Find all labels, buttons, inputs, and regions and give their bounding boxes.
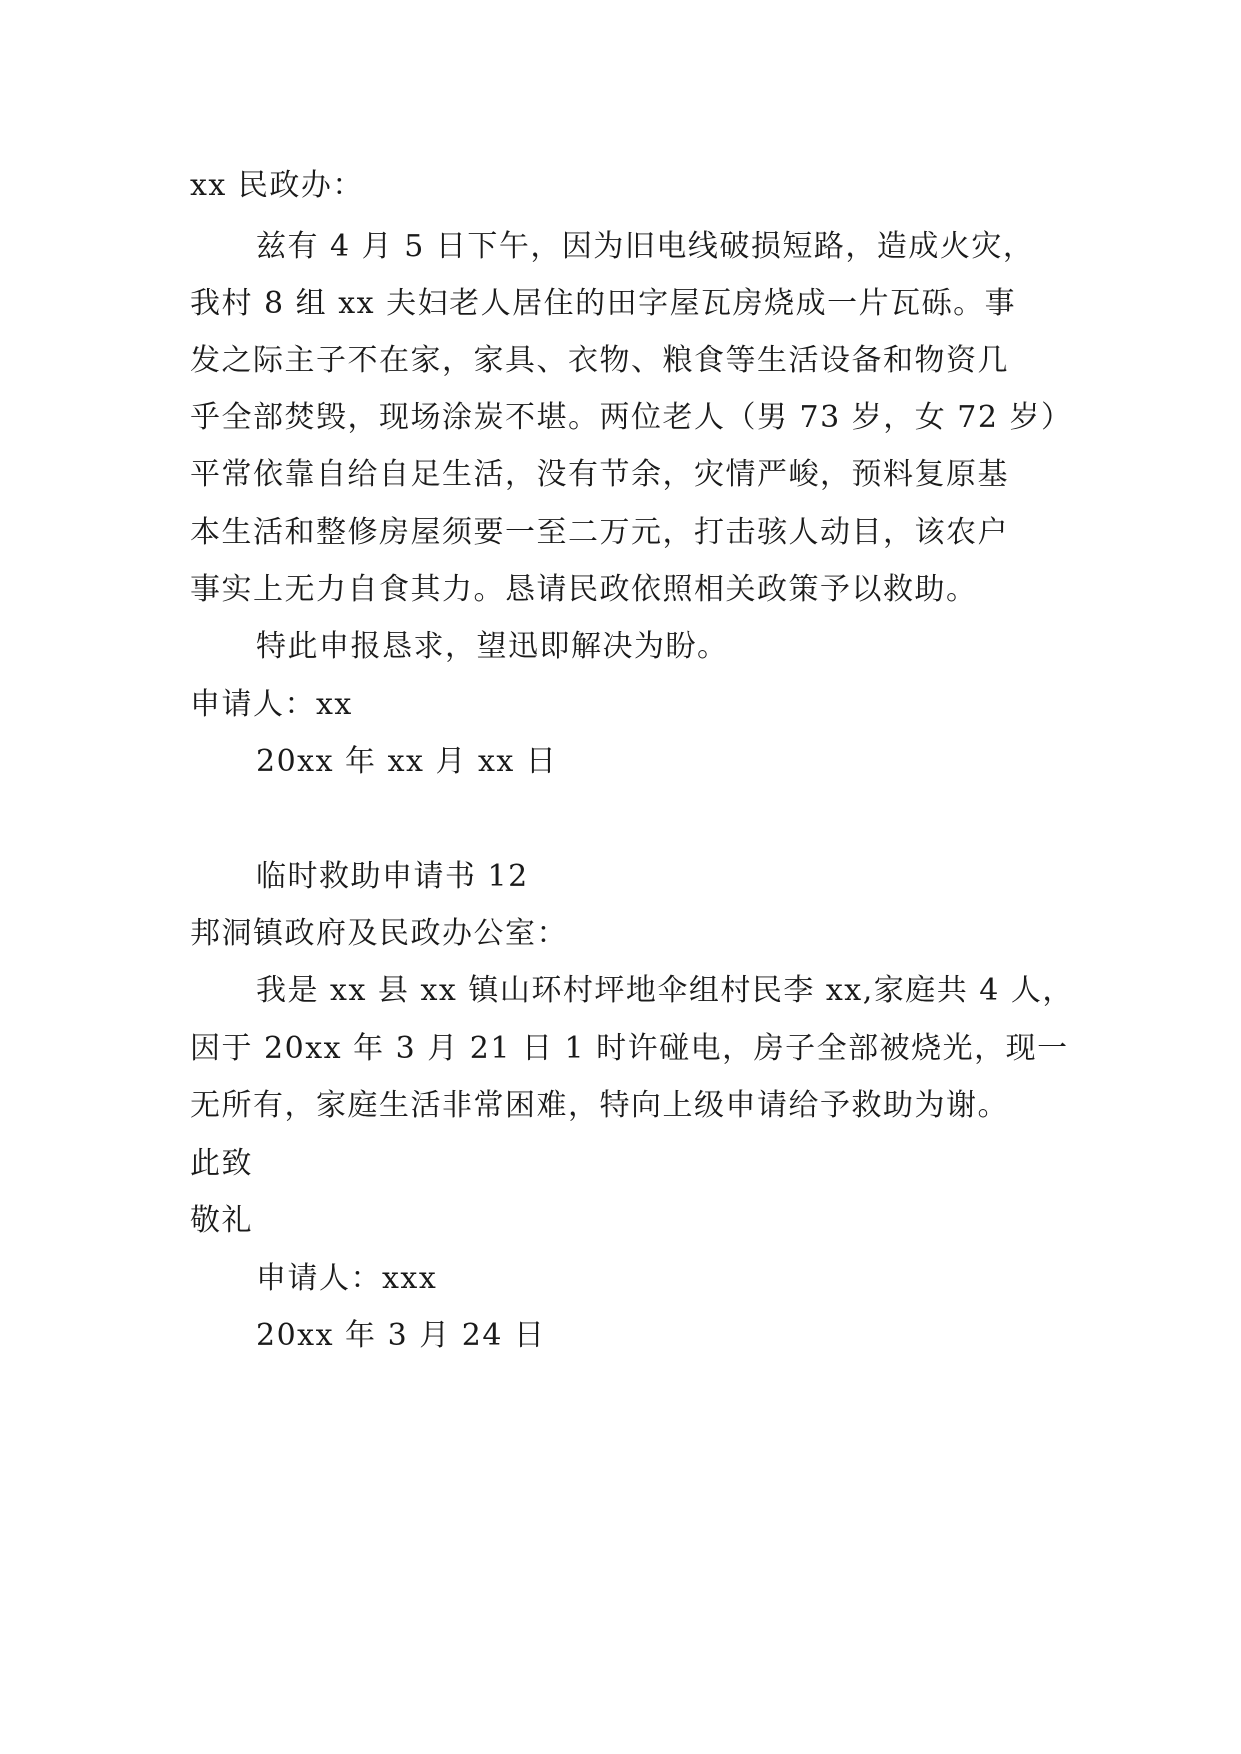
letter2-closing-1: 此致 [190,1146,253,1181]
letter2-body-line-2: 因于 20xx 年 3 月 21 日 1 时许碰电，房子全部被烧光，现一 [190,1031,1069,1066]
letter1-body-line-2: 我村 8 组 xx 夫妇老人居住的田字屋瓦房烧成一片瓦砾。事 [190,286,1017,321]
letter2-applicant: 申请人：xxx [256,1261,438,1296]
letter1-body-line-7: 事实上无力自食其力。恳请民政依照相关政策予以救助。 [190,572,978,607]
letter1-date: 20xx 年 xx 月 xx 日 [256,744,558,779]
letter1-closing: 特此申报恳求，望迅即解决为盼。 [256,629,729,664]
letter1-body-line-6: 本生活和整修房屋须要一至二万元，打击骇人动目，该农户 [190,515,1009,550]
letter2-title: 临时救助申请书 12 [256,859,529,894]
letter2-body-line-3: 无所有，家庭生活非常困难，特向上级申请给予救助为谢。 [190,1088,1009,1123]
letter1-body-line-1: 兹有 4 月 5 日下午，因为旧电线破损短路，造成火灾， [256,229,1035,264]
letter2-salutation: 邦洞镇政府及民政办公室： [190,916,568,951]
letter1-body-line-3: 发之际主子不在家，家具、衣物、粮食等生活设备和物资几 [190,343,1009,378]
letter1-body-line-4: 乎全部焚毁，现场涂炭不堪。两位老人（男 73 岁，女 72 岁） [190,400,1073,435]
letter1-body-line-5: 平常依靠自给自足生活，没有节余，灾情严峻，预料复原基 [190,457,1009,492]
letter2-date: 20xx 年 3 月 24 日 [256,1318,546,1353]
letter1-applicant: 申请人：xx [190,687,353,722]
letter1-salutation: xx 民政办： [190,168,364,203]
letter2-closing-2: 敬礼 [190,1203,253,1238]
letter2-body-line-1: 我是 xx 县 xx 镇山环村坪地伞组村民李 xx,家庭共 4 人， [256,973,1074,1008]
